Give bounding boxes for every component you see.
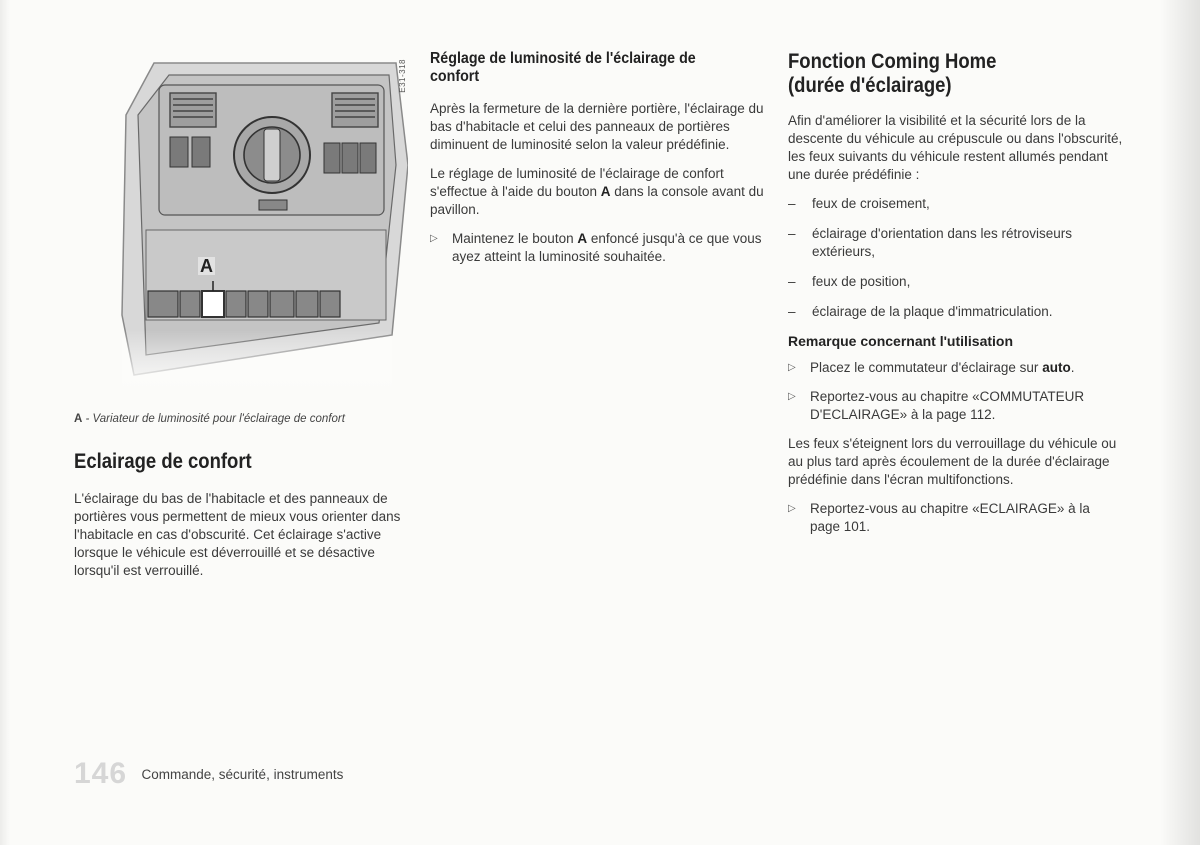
coming-home-intro: Afin d'améliorer la visibilité et la sécurité lors de la descente du véhicule au crépuscule ou dans l'obscurité, les feux suivants du véhicule restent allumés pendant une durée prédéfinie : [788, 113, 1123, 182]
column-middle [430, 50, 765, 277]
lights-list [788, 195, 1123, 321]
page-shadow-left [0, 0, 10, 845]
list-item-text: feux de croisement, [812, 196, 930, 211]
dash-icon: – [788, 226, 796, 241]
section-title-comfort-lighting: Eclairage de confort [74, 450, 252, 473]
figure-caption [74, 410, 404, 428]
list-item [788, 225, 1123, 261]
step-text-end: enfoncé jusqu'à ce que vous ayez atteint la luminosité souhaitée. [452, 231, 762, 264]
figure-code: E31-318 [398, 59, 407, 93]
step-text-start: Placez le commutateur d'éclairage sur [810, 360, 1043, 375]
section-title-coming-home [788, 50, 1083, 98]
button-key-a: A [577, 231, 588, 246]
list-item [788, 273, 1123, 291]
dash-icon: – [788, 196, 796, 211]
list-item [788, 195, 1123, 213]
button-key-a: A [600, 184, 611, 199]
list-item-text: feux de position, [812, 274, 911, 289]
lights-off-paragraph: Les feux s'éteignent lors du verrouillage du véhicule ou au plus tard après écoulement de la durée d'éclairage prédéfinie dans l'écran multifonctions. [788, 436, 1117, 487]
section-title-brightness: Réglage de luminosité de l'éclairage de confort [430, 50, 696, 85]
brightness-paragraph-2-end: dans la console avant du pavillon. [430, 184, 764, 217]
caption-label: A [74, 413, 83, 425]
step-arrow-icon: ▷ [788, 362, 796, 373]
page-footer [74, 757, 343, 791]
step-arrow-icon: ▷ [430, 233, 438, 244]
list-item-text: éclairage de la plaque d'immatriculation. [812, 304, 1053, 319]
coming-home-title-line1: Fonction Coming Home [788, 50, 997, 73]
step-arrow-icon: ▷ [788, 391, 796, 402]
step-text-end: . [1070, 360, 1075, 375]
coming-home-title-line2: (durée d'éclairage) [788, 74, 952, 97]
brightness-step [430, 230, 765, 266]
overhead-console-illustration [74, 55, 408, 390]
auto-keyword: auto [1042, 360, 1071, 375]
caption-text: - Variateur de luminosité pour l'éclairage de confort [82, 413, 345, 425]
brightness-paragraph-2-start: Le réglage de luminosité de l'éclairage de confort s'effectue à l'aide du bouton [430, 166, 724, 199]
step-text: Reportez-vous au chapitre «ECLAIRAGE» à la page 101. [810, 501, 1090, 534]
usage-note-title: Remarque concernant l'utilisation [788, 333, 1014, 349]
dash-icon: – [788, 274, 796, 289]
column-left [74, 55, 407, 591]
brightness-paragraph-1: Après la fermeture de la dernière portière, l'éclairage du bas d'habitacle et celui des panneaux de portières diminuent de luminosité selon la valeur prédéfinie. [430, 101, 764, 152]
page-shadow-right [1160, 0, 1200, 845]
brightness-paragraph-2 [430, 165, 765, 219]
console-figure [74, 55, 408, 390]
list-item [788, 303, 1123, 321]
page-number: 146 [74, 757, 128, 790]
callout-label: A [200, 256, 213, 276]
comfort-lighting-paragraph: L'éclairage du bas de l'habitacle et des panneaux de portières vous permettent de mieux vous orienter dans l'habitacle en cas d'obscurité. Cet éclairage s'active lorsque le véhicule est déverrouillé et se désactive lorsqu'il est verrouillé. [74, 491, 401, 578]
usage-step-2 [788, 388, 1123, 424]
list-item-text: éclairage d'orientation dans les rétroviseurs extérieurs, [812, 226, 1072, 259]
dash-icon: – [788, 304, 796, 319]
usage-step-1 [788, 359, 1123, 377]
step-text: Reportez-vous au chapitre «COMMUTATEUR D'ECLAIRAGE» à la page 112. [810, 389, 1085, 422]
usage-step-3 [788, 500, 1123, 536]
footer-section-title: Commande, sécurité, instruments [141, 766, 344, 782]
step-text-start: Maintenez le bouton [452, 231, 578, 246]
step-arrow-icon: ▷ [788, 503, 796, 514]
column-right [788, 50, 1123, 547]
